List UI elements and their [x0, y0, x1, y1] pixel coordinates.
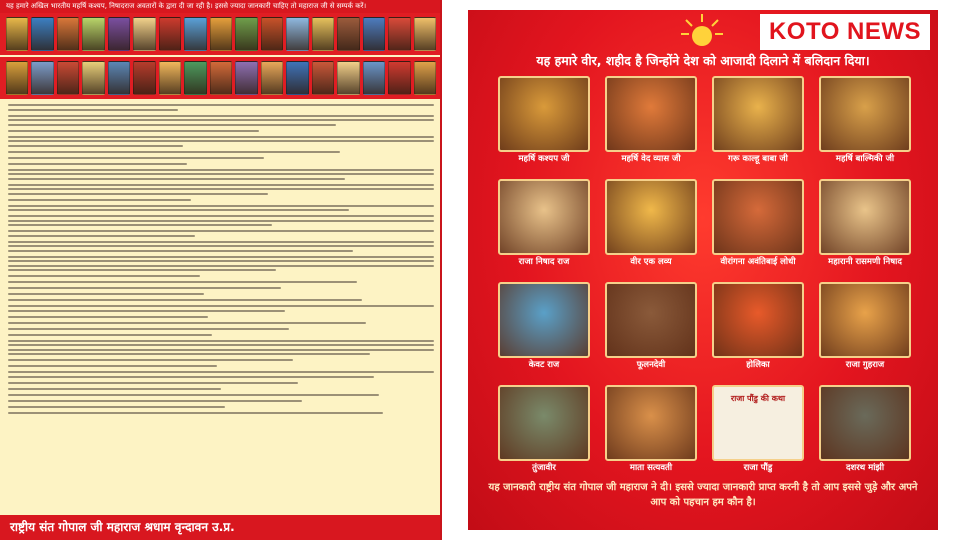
portrait-thumbnail: [6, 17, 28, 51]
list-item: [8, 157, 434, 159]
list-item: [8, 151, 434, 153]
hero-caption: तुंजावीर: [532, 463, 556, 473]
hero-portrait: [498, 76, 590, 152]
hero-portrait: [498, 385, 590, 461]
portrait-thumbnail: [235, 61, 257, 95]
portrait-thumbnail: [82, 17, 104, 51]
hero-caption: राजा पौंडु: [743, 463, 773, 473]
list-item: [8, 205, 434, 212]
left-poster-header: यह हमारे अखिल भारतीय महर्षि कश्यप, निषादराज अवतारों के द्वारा दी जा रही है। इससे ज्यादा जानकारी चाहिए तो महाराज जी से सम्पर्क करें।: [0, 0, 440, 13]
portrait-thumbnail: [388, 17, 410, 51]
hero-portrait: [819, 179, 911, 255]
list-item: [8, 388, 434, 390]
list-item: [8, 184, 434, 195]
hero-card: [605, 179, 697, 270]
list-item: [8, 371, 434, 378]
hero-card: [712, 282, 804, 373]
left-poster: [0, 0, 442, 540]
hero-caption: वीर एक लव्य: [630, 257, 672, 267]
community-list: [0, 100, 442, 515]
hero-caption: केवट राज: [528, 360, 560, 370]
list-item: [8, 199, 434, 201]
portrait-thumbnail: [210, 61, 232, 95]
portrait-thumbnail: [261, 17, 283, 51]
hero-caption: महर्षि बाल्मिकी जी: [835, 154, 895, 164]
list-item: [8, 299, 434, 301]
portrait-thumbnail: [414, 17, 436, 51]
portrait-strip-top: [0, 13, 442, 55]
portrait-thumbnail: [184, 61, 206, 95]
hero-card: [819, 385, 911, 476]
list-item: [8, 328, 434, 330]
heroes-grid: [498, 76, 918, 480]
list-item: [8, 382, 434, 384]
portrait-thumbnail: [133, 17, 155, 51]
portrait-thumbnail: [388, 61, 410, 95]
portrait-thumbnail: [414, 61, 436, 95]
hero-caption: दशरथ मांझी: [845, 463, 885, 473]
list-item: [8, 256, 434, 272]
hero-portrait: [605, 76, 697, 152]
list-item: [8, 316, 434, 318]
list-item: [8, 365, 434, 367]
hero-caption: गरू काल्हू बाबा जी: [728, 154, 788, 164]
hero-card: [498, 282, 590, 373]
card-inner-title: राजा पौंडु की कथा: [730, 394, 786, 403]
list-item: [8, 293, 434, 295]
hero-card: [819, 179, 911, 270]
hero-card: [605, 76, 697, 167]
list-item: [8, 281, 434, 283]
hero-caption: महर्षि वेद व्यास जी: [621, 154, 681, 164]
hero-portrait: [712, 385, 804, 461]
portrait-thumbnail: [286, 17, 308, 51]
list-item: [8, 130, 434, 132]
koto-news-badge: KOTO NEWS: [760, 14, 930, 50]
hero-card: [605, 385, 697, 476]
list-item: [8, 305, 434, 312]
hero-card: [712, 76, 804, 167]
portrait-thumbnail: [57, 17, 79, 51]
portrait-thumbnail: [286, 61, 308, 95]
hero-caption: राजा गुहराज: [845, 360, 885, 370]
hero-caption: महारानी रासमणी निषाद: [828, 257, 902, 267]
list-item: [8, 275, 434, 277]
portrait-thumbnail: [159, 17, 181, 51]
portrait-thumbnail: [31, 61, 53, 95]
hero-card: [498, 179, 590, 270]
portrait-thumbnail: [363, 17, 385, 51]
hero-portrait: [605, 179, 697, 255]
portrait-thumbnail: [57, 61, 79, 95]
hero-card: [819, 76, 911, 167]
hero-caption: फूलनदेवी: [636, 360, 666, 370]
hero-portrait: [819, 282, 911, 358]
list-item: [8, 163, 434, 165]
portrait-thumbnail: [337, 17, 359, 51]
portrait-thumbnail: [133, 61, 155, 95]
portrait-thumbnail: [6, 61, 28, 95]
list-item: [8, 412, 434, 414]
portrait-thumbnail: [210, 17, 232, 51]
right-poster: [468, 10, 938, 530]
portrait-thumbnail: [261, 61, 283, 95]
list-item: [8, 169, 434, 180]
left-poster-footer: राष्ट्रीय संत गोपाल जी महाराज श्रधाम वृन्दावन उ.प्र.: [0, 515, 442, 540]
list-item: [8, 400, 434, 402]
portrait-thumbnail: [312, 17, 334, 51]
hero-portrait: [819, 385, 911, 461]
list-item: [8, 230, 434, 237]
list-item: [8, 241, 434, 252]
portrait-thumbnail: [159, 61, 181, 95]
portrait-thumbnail: [363, 61, 385, 95]
portrait-thumbnail: [31, 17, 53, 51]
list-item: [8, 115, 434, 126]
hero-portrait: [498, 282, 590, 358]
list-item: [8, 334, 434, 336]
list-item: [8, 322, 434, 324]
hero-portrait: [605, 282, 697, 358]
list-item: [8, 104, 434, 111]
hero-caption: वीरांगना अवंतिबाई लोधी: [720, 257, 796, 267]
hero-portrait: [605, 385, 697, 461]
list-item: [8, 287, 434, 289]
hero-portrait: [712, 282, 804, 358]
list-item: [8, 215, 434, 226]
hero-card: [712, 385, 804, 476]
portrait-thumbnail: [235, 17, 257, 51]
hero-card: [819, 282, 911, 373]
list-item: [8, 359, 434, 361]
portrait-thumbnail: [184, 17, 206, 51]
hero-card: [605, 282, 697, 373]
hero-portrait: [712, 179, 804, 255]
hero-portrait: [712, 76, 804, 152]
portrait-thumbnail: [312, 61, 334, 95]
hero-portrait: [498, 179, 590, 255]
hero-card: [498, 385, 590, 476]
portrait-strip-bottom: [0, 57, 442, 99]
hero-caption: राजा निषाद राज: [518, 257, 570, 267]
hero-caption: महर्षि कश्यप जी: [518, 154, 570, 164]
list-item: [8, 394, 434, 396]
portrait-thumbnail: [108, 61, 130, 95]
list-item: [8, 340, 434, 356]
portrait-thumbnail: [337, 61, 359, 95]
hero-portrait: [819, 76, 911, 152]
list-item: [8, 136, 434, 147]
portrait-thumbnail: [108, 17, 130, 51]
poster-title: यह हमारे वीर, शहीद है जिन्होंने देश को आजादी दिलाने में बलिदान दिया।: [536, 53, 870, 68]
hero-caption: होलिका: [746, 360, 770, 370]
poster-bottom-text: यह जानकारी राष्ट्रीय संत गोपाल जी महाराज ने दी। इससे ज्यादा जानकारी प्राप्त करनी है तो आप इससे जुड़े और अपने आप को पहचान हम कौन है।: [488, 482, 918, 508]
portrait-thumbnail: [82, 61, 104, 95]
sun-icon: [680, 12, 724, 52]
hero-card: [712, 179, 804, 270]
hero-card: [498, 76, 590, 167]
hero-caption: माता सत्यवती: [629, 463, 673, 473]
list-item: [8, 406, 434, 408]
